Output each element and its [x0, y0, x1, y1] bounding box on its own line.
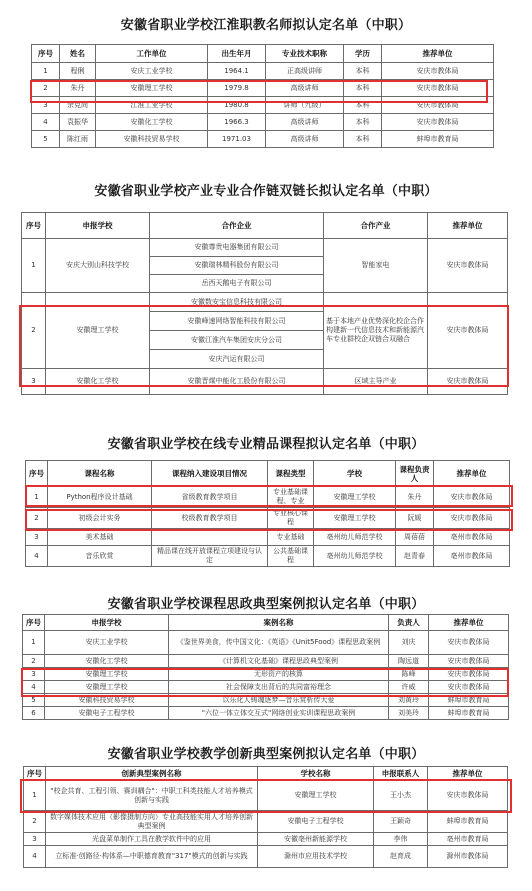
table-cell: 安庆市教体局 [382, 97, 494, 114]
table-cell: 专业基础课程、专业 [268, 487, 314, 508]
table-cell: 刘美玲 [389, 707, 429, 720]
table-cell: 安庆市教体局 [428, 369, 508, 395]
table-cell: 蚌埠市教育局 [429, 694, 509, 707]
table-row [24, 833, 508, 846]
table-row [23, 655, 509, 668]
table-cell: 亳州市教育局 [428, 833, 508, 846]
table-cell: 初级会计实务 [48, 508, 152, 529]
header-cell: 课程类型 [268, 461, 314, 487]
section-title: 安徽省职业学校江淮职教名师拟认定名单（中职） [120, 18, 412, 33]
table-cell: 亳州幼儿师范学校 [314, 546, 396, 567]
table-cell: 袁振华 [60, 114, 96, 131]
table-cell: 安庆市教体局 [428, 781, 508, 811]
table-cell: 2 [26, 508, 48, 529]
table-cell: 安徽电子工程学校 [258, 811, 374, 833]
table-cell: 江淮工业学校 [96, 97, 208, 114]
table-cell: 1 [24, 781, 46, 811]
table-cell: 程俐 [60, 63, 96, 80]
header-cell: 专业技术职称 [266, 45, 344, 63]
teachers-table [31, 44, 494, 148]
table-cell: 本科 [344, 131, 382, 148]
table-cell: 安徽理工学校 [96, 80, 208, 97]
table-row [26, 546, 510, 567]
header-cell: 姓名 [60, 45, 96, 63]
innovation-cases-table [23, 766, 508, 868]
table-cell: 2 [22, 293, 46, 369]
table-cell: 专业核心课程 [268, 508, 314, 529]
header-cell: 序号 [22, 213, 46, 239]
table-cell: 安徽化工学校 [96, 114, 208, 131]
table-cell: 2 [24, 811, 46, 833]
table-cell: 蚌埠市教育局 [382, 131, 494, 148]
table-cell: 安庆市教体局 [434, 508, 510, 529]
table-cell: 刘黄玲 [389, 694, 429, 707]
table-cell: "校企共育、工程引领、赛训耦合"：中职工科类技能人才培养模式创新与实践 [46, 781, 258, 811]
table-cell: 滁州市教体局 [428, 846, 508, 868]
table-row [32, 131, 494, 148]
table-cell: 校级教育教学项目 [152, 508, 268, 529]
table-cell: 安徽理工学校 [314, 508, 396, 529]
section-title: 安徽省职业学校课程思政典型案例拟认定名单（中职） [107, 597, 425, 612]
table-cell: 赵青春 [396, 546, 434, 567]
table-cell: 公共基础课程 [268, 546, 314, 567]
table-row [26, 487, 510, 508]
table-cell: 安庆市教体局 [429, 681, 509, 694]
table-header-row [32, 45, 494, 63]
table-cell: 安徽理工学校 [45, 681, 169, 694]
header-cell: 负责人 [389, 615, 429, 631]
table-cell: 3 [24, 833, 46, 846]
table-row [32, 114, 494, 131]
table-cell: 2 [23, 655, 45, 668]
header-cell: 推荐单位 [428, 213, 508, 239]
header-cell: 推荐单位 [434, 461, 510, 487]
table-cell: 4 [24, 846, 46, 868]
table-row [24, 781, 508, 811]
table-row [23, 694, 509, 707]
table-row [22, 239, 508, 257]
table-cell: 李伟 [374, 833, 428, 846]
table-cell: 3 [26, 529, 48, 546]
header-cell: 合作企业 [150, 213, 324, 239]
table-cell: 本科 [344, 97, 382, 114]
table-cell: 社会保障支出背后的共同富裕理念 [169, 681, 389, 694]
table-cell: 刘庆 [389, 631, 429, 655]
header-cell: 创新典型案例名称 [46, 767, 258, 781]
table-cell: 区域主导产业 [324, 369, 428, 395]
table-cell: 智能家电 [324, 239, 428, 293]
table-cell: 本科 [344, 63, 382, 80]
header-cell: 学校 [314, 461, 396, 487]
table-cell: 滁州市应用技术学校 [258, 846, 374, 868]
header-cell: 合作产业 [324, 213, 428, 239]
table-cell: 高级讲师 [266, 114, 344, 131]
table-cell: 朱丹 [60, 80, 96, 97]
table-cell: 安徽理工学校 [45, 668, 169, 681]
header-cell: 案例名称 [169, 615, 389, 631]
header-cell: 序号 [23, 615, 45, 631]
table-cell: 本科 [344, 80, 382, 97]
table-cell: 光盘菜单制作工具在教学软件中的应用 [46, 833, 258, 846]
table-cell: 安徽科技贸易学校 [45, 694, 169, 707]
table-header-row [26, 461, 510, 487]
table-cell: 安庆工业学校 [45, 631, 169, 655]
table-cell: 安徽瑞林精科股份有限公司 [150, 257, 324, 275]
section-title: 安徽省职业学校教学创新典型案例拟认定名单（中职） [107, 747, 425, 762]
table-cell: 安徽峰速网络智能科技有限公司 [150, 312, 324, 331]
header-cell: 推荐单位 [382, 45, 494, 63]
table-cell: 5 [23, 694, 45, 707]
table-cell: 1971.03 [208, 131, 266, 148]
table-cell: 2 [32, 80, 60, 97]
table-cell: 《鉴世界美食，传中国文化：《英语》《Unit5Food》课程思政案例 [169, 631, 389, 655]
section-title: 安徽省职业学校产业专业合作链双链长拟认定名单（中职） [94, 184, 438, 199]
table-cell: 安庆市教体局 [429, 631, 509, 655]
table-cell: 亳州市教体局 [434, 529, 510, 546]
table-cell: 陈峰 [389, 668, 429, 681]
table-row [32, 80, 494, 97]
table-cell: 本科 [344, 114, 382, 131]
table-cell: 安徽晋煤中能化工股份有限公司 [150, 369, 324, 395]
header-cell: 学校名称 [258, 767, 374, 781]
table-cell: 基于本地产业优势深化校企合作构建新一代信息技术和新能源汽车专业群校企双链合双融合 [324, 293, 428, 369]
table-cell [152, 529, 268, 546]
table-row [22, 369, 508, 395]
header-cell: 序号 [32, 45, 60, 63]
table-header-row [23, 615, 509, 631]
table-cell: 安徽理工学校 [258, 781, 374, 811]
table-cell: 3 [32, 97, 60, 114]
table-cell: "六位一体立体交互式"网络创业实训课程思政案例 [169, 707, 389, 720]
table-row [26, 508, 510, 529]
table-cell: 亳州幼儿师范学校 [314, 529, 396, 546]
table-cell: 3 [22, 369, 46, 395]
table-row [23, 681, 509, 694]
table-cell: 余克尚 [60, 97, 96, 114]
table-cell: 安徽化工学校 [46, 369, 150, 395]
header-cell: 课程名称 [48, 461, 152, 487]
table-cell: 阮媛 [396, 508, 434, 529]
table-cell: 安徽电子工程学校 [45, 707, 169, 720]
table-cell: 安庆汽运有限公司 [150, 350, 324, 369]
table-header-row [24, 767, 508, 781]
table-cell: 安庆市教体局 [434, 487, 510, 508]
table-cell: 安庆工业学校 [96, 63, 208, 80]
table-cell: 《计算机文化基础》课程思政典型案例 [169, 655, 389, 668]
table-cell: 安庆市教体局 [429, 655, 509, 668]
table-cell: 安庆市教体局 [382, 80, 494, 97]
header-cell: 推荐单位 [428, 767, 508, 781]
table-cell: 1 [26, 487, 48, 508]
table-row [24, 846, 508, 868]
table-header-row [22, 213, 508, 239]
table-cell: 1979.8 [208, 80, 266, 97]
table-cell: 4 [23, 681, 45, 694]
table-cell: 无形资产的核算 [169, 668, 389, 681]
table-cell: 安徽数安宝信息科技有限公司 [150, 293, 324, 312]
table-cell: 安庆大别山科技学校 [46, 239, 150, 293]
table-cell: 赵育成 [374, 846, 428, 868]
table-row [23, 631, 509, 655]
table-row [22, 293, 508, 312]
table-cell: 安徽科技贸易学校 [96, 131, 208, 148]
table-cell: 陈红雨 [60, 131, 96, 148]
table-cell: 蚌埠市教育局 [428, 811, 508, 833]
table-cell: 立标准·创路径·构体系—中职德育教育"317"模式的创新与实践 [46, 846, 258, 868]
table-cell: 1964.1 [208, 63, 266, 80]
table-cell: 王小杰 [374, 781, 428, 811]
table-cell: 王颖奇 [374, 811, 428, 833]
table-row [32, 97, 494, 114]
header-cell: 序号 [24, 767, 46, 781]
table-cell: 4 [32, 114, 60, 131]
table-cell: 1 [22, 239, 46, 293]
table-cell: 安徽理工学校 [46, 293, 150, 369]
table-cell: 以乐化人铸魂逐梦—音乐赏析传大爱 [169, 694, 389, 707]
online-courses-table [25, 460, 510, 567]
table-cell: 岳西天鹅电子有限公司 [150, 275, 324, 293]
table-cell: 省级教育教学项目 [152, 487, 268, 508]
table-cell: 朱丹 [396, 487, 434, 508]
header-cell: 课程纳入建设项目情况 [152, 461, 268, 487]
table-cell: 蚌埠市教育局 [429, 707, 509, 720]
table-cell: 陶远道 [389, 655, 429, 668]
header-cell: 申报学校 [45, 615, 169, 631]
table-cell: Python程序设计基础 [48, 487, 152, 508]
dual-chain-table [21, 212, 508, 395]
header-cell: 申报学校 [46, 213, 150, 239]
table-cell: 6 [23, 707, 45, 720]
table-cell: 1966.3 [208, 114, 266, 131]
table-cell: 精品课在线开放课程立项建设与认定 [152, 546, 268, 567]
table-cell: 周蓓蓓 [396, 529, 434, 546]
table-cell: 专业基础 [268, 529, 314, 546]
table-cell: 音乐欣赏 [48, 546, 152, 567]
table-cell: 安庆市教体局 [382, 114, 494, 131]
table-cell: 3 [23, 668, 45, 681]
table-cell: 高级讲师 [266, 80, 344, 97]
table-cell: 正高级讲师 [266, 63, 344, 80]
header-cell: 工作单位 [96, 45, 208, 63]
header-cell: 序号 [26, 461, 48, 487]
table-cell: 1 [23, 631, 45, 655]
table-row [23, 668, 509, 681]
table-cell: 安徽江淮汽车集团安庆分公司 [150, 331, 324, 350]
table-cell: 5 [32, 131, 60, 148]
table-cell: 1 [32, 63, 60, 80]
table-cell: 许威 [389, 681, 429, 694]
header-cell: 出生年月 [208, 45, 266, 63]
section-title: 安徽省职业学校在线专业精品课程拟认定名单（中职） [107, 437, 425, 452]
table-cell: 安庆市教体局 [429, 668, 509, 681]
table-cell: 亳州市教体局 [434, 546, 510, 567]
table-cell: 美术基础 [48, 529, 152, 546]
table-cell: 安徽尊贵电器集团有限公司 [150, 239, 324, 257]
table-row [24, 811, 508, 833]
table-cell: 讲师（九级） [266, 97, 344, 114]
table-row [32, 63, 494, 80]
table-row [26, 529, 510, 546]
table-cell: 安庆市教体局 [428, 239, 508, 293]
table-cell: 安徽亳州新能源学校 [258, 833, 374, 846]
header-cell: 申报联系人 [374, 767, 428, 781]
table-cell: 安庆市教体局 [382, 63, 494, 80]
table-cell: 数字媒体技术应用（影像摄制方向）专业高技能实用人才培养创新典型案例 [46, 811, 258, 833]
table-row [23, 707, 509, 720]
ideology-cases-table [22, 614, 509, 720]
header-cell: 推荐单位 [429, 615, 509, 631]
table-cell: 安庆市教体局 [428, 293, 508, 369]
header-cell: 学历 [344, 45, 382, 63]
table-cell: 4 [26, 546, 48, 567]
table-cell: 安徽理工学校 [314, 487, 396, 508]
table-cell: 安徽化工学校 [45, 655, 169, 668]
table-cell: 1980.8 [208, 97, 266, 114]
header-cell: 课程负责人 [396, 461, 434, 487]
table-cell: 高级讲师 [266, 131, 344, 148]
